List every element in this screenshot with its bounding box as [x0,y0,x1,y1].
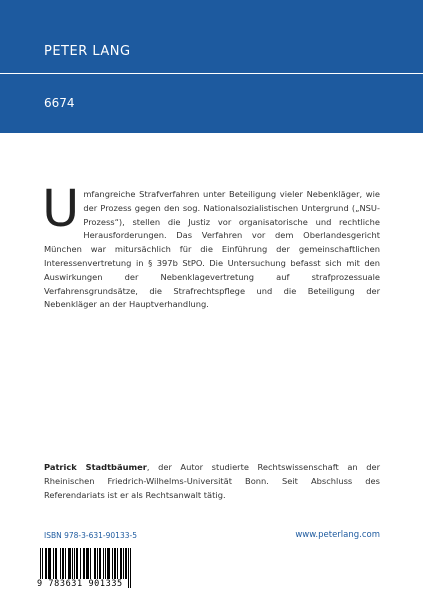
isbn: ISBN 978-3-631-90133-5 [44,531,137,540]
barcode-bar [112,548,113,579]
drop-cap: U [42,180,80,239]
barcode-bar [114,548,115,579]
barcode-bar [74,548,75,579]
barcode-bar [69,548,70,579]
barcode-bar [105,548,106,579]
website-link[interactable]: www.peterlang.com [295,530,380,540]
author-bio [44,461,380,502]
barcode-bar [49,548,50,579]
barcode-bar [48,548,49,579]
header-band [0,0,423,133]
barcode-bar [99,548,100,579]
series-number: 6674 [44,96,75,110]
barcode-bar [72,548,73,579]
barcode-bar [50,548,51,579]
barcode-digits: 9 783631 901335 [37,579,123,589]
publisher-name: PETER LANG [44,44,131,59]
barcode-bar [83,548,84,579]
barcode-bar [90,548,91,579]
barcode-bar [77,548,78,579]
barcode-bar [68,548,69,579]
barcode-bar [121,548,122,579]
barcode-bar [84,548,85,579]
barcode-bar [100,548,101,579]
barcode-bar [107,548,108,579]
barcode-bar [120,548,121,579]
barcode-bar [46,548,47,579]
header-divider [0,73,423,74]
barcode-bar [95,548,96,579]
abstract [42,180,380,312]
barcode-bar [115,548,116,579]
barcode-bar [45,548,46,579]
barcode-bar [55,548,56,579]
barcode-bar [130,548,131,588]
author-bio-text: , der Autor studierte Rechtswissenschaft an der Rheinischen Friedrich-Wilhelms-Universität Bonn. Seit Abschluss des Referendariats ist er als Rechtsanwalt tätig. [44,462,381,500]
barcode-bar [94,548,95,579]
barcode-bar [126,548,127,579]
barcode-bar [62,548,63,579]
abstract-text: mfangreiche Strafverfahren unter Beteiligung vieler Nebenkläger, wie der Prozess gegen den sog. Nationalsozialistischen Untergrund („NSU-Prozess“), stellen die Justiz vor organisatorische und rechtliche Herausforderungen. Das Verfahren vor dem Oberlandesgericht München war mitursächlich für die Einführung der gemeinschaftlichen Interessenvertretung in § 397b StPO. Die Untersuchung befasst sich mit den Auswirkungen der Nebenklagevertretung auf strafprozessuale Verfahrensgrundsätze, die Strafrechtspflege und die Beteiligung der Nebenkläger an der Hauptverhandlung. [44,189,380,310]
barcode-bar [80,548,81,579]
barcode-bar [63,548,64,579]
barcode-bar [125,548,126,579]
barcode-bar [108,548,109,579]
barcode-bar [65,548,66,579]
barcode-bar [103,548,104,579]
barcode-bar [109,548,110,579]
barcode-bar [76,548,77,579]
barcode-bar [123,548,124,579]
barcode-bar [117,548,118,579]
author-name: Patrick Stadtbäumer [44,462,147,472]
barcode-bar [70,548,71,579]
barcode-bar [128,548,129,588]
barcode-bar [97,548,98,579]
barcode-bar [60,548,61,579]
barcode-bar [56,548,57,579]
barcode-bar [53,548,54,579]
